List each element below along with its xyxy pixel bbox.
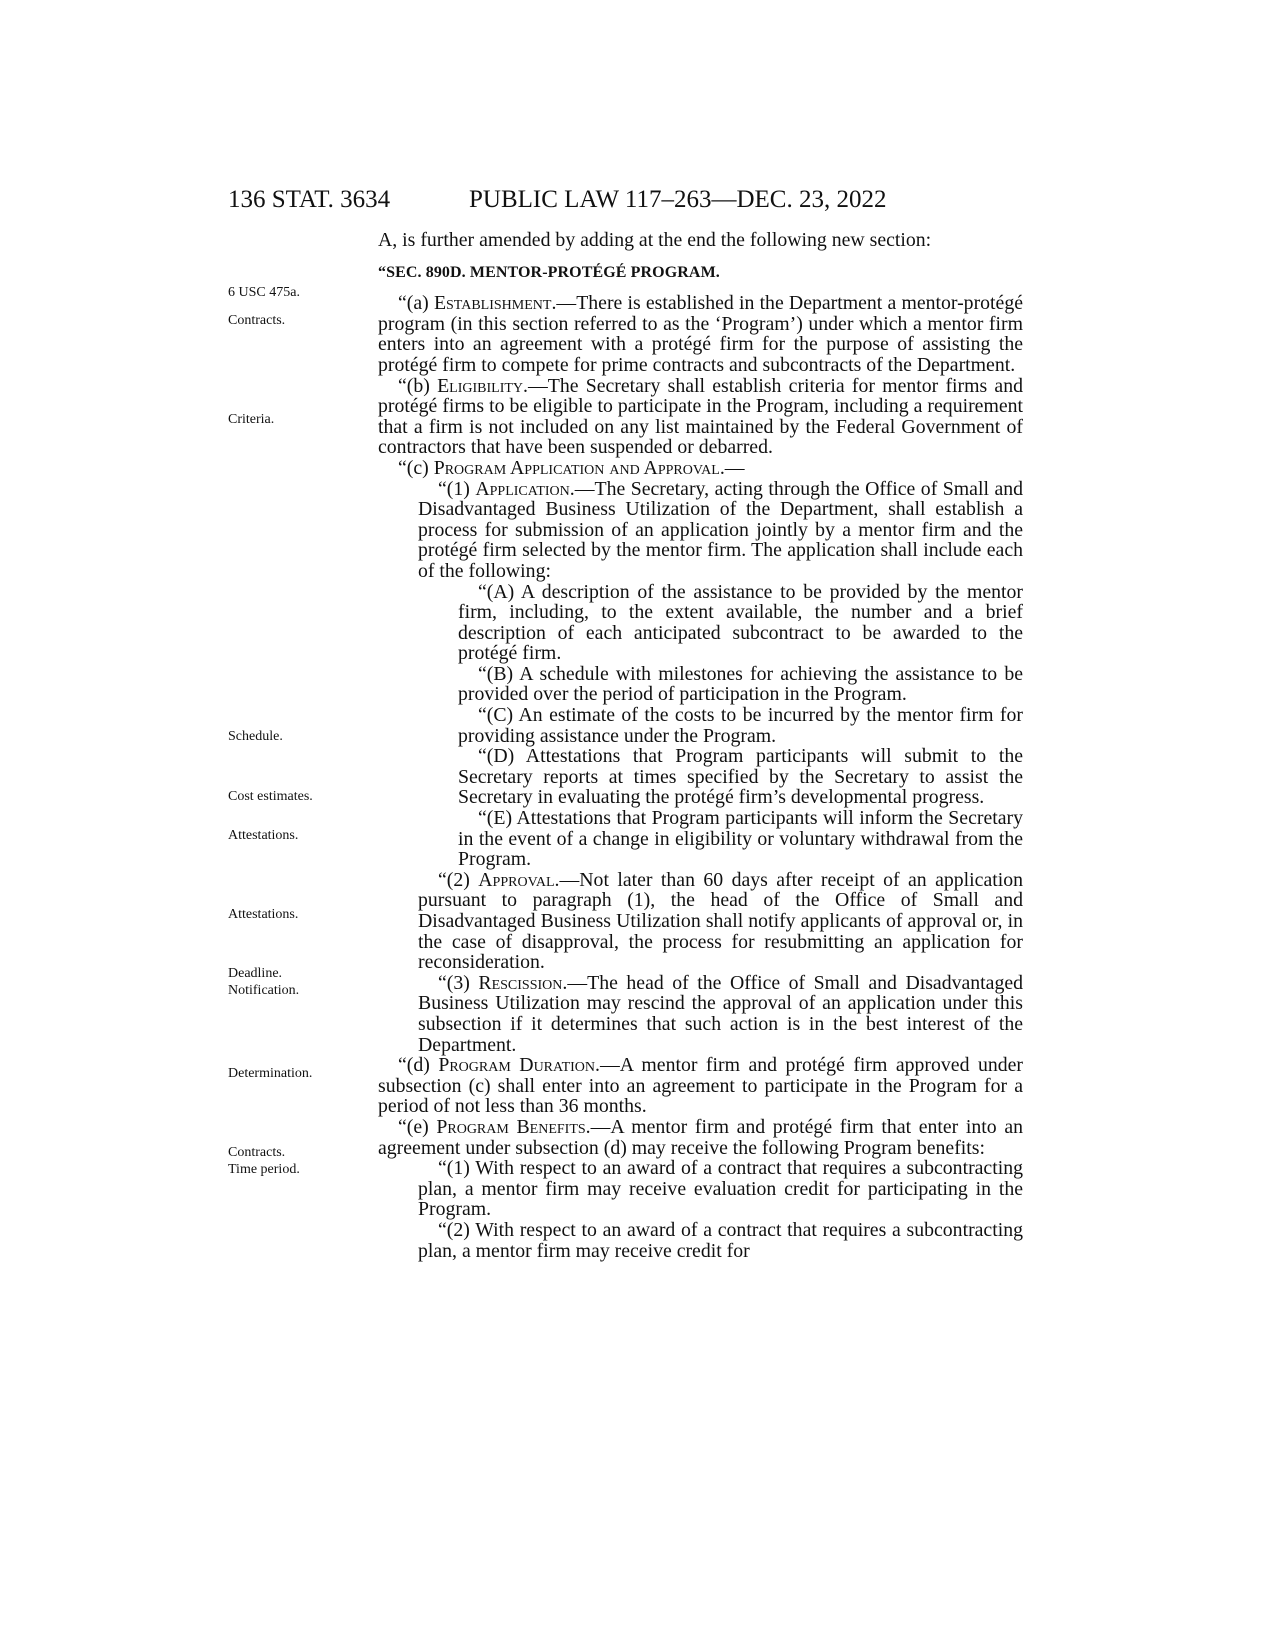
subsection-a: “(a) Establishment.—There is established in the Department a mentor-protégé program (in this section referred to as the ‘Program’) under which a mentor firm enters into an agreement with a protégé firm for the purpose of assisting the protégé firm to compete for prime contracts and subcontracts of the Department. — [378, 292, 1023, 376]
subsection-heading: Program Application and Approval — [433, 456, 720, 479]
paragraph-heading: Rescission — [478, 971, 563, 994]
margin-note-schedule: Schedule. — [228, 729, 283, 744]
paragraph-e2: “(2) With respect to an award of a contract that requires a subcontracting plan, a mentor firm may receive credit for — [418, 1218, 1023, 1262]
subparagraph-c1D: “(D) Attestations that Program participants will submit to the Secretary reports at times specified by the Secretary to assist the Secretary in evaluating the protégé firm’s developmental progress. — [458, 745, 1023, 809]
margin-note-attestations: Attestations. — [228, 828, 299, 843]
paragraph-c2: “(2) Approval.—Not later than 60 days after receipt of an application pursuant to paragraph (1), the head of the Office of Small and Disadvantaged Business Utilization shall notify applicants of approval or, in the case of disapproval, the process for resubmitting an application for reconsideration. — [418, 868, 1023, 974]
paragraph-e1: “(1) With respect to an award of a contract that requires a subcontracting plan, a mentor firm may receive evaluation credit for participating in the Program. — [418, 1157, 1023, 1221]
margin-note-contracts: Contracts. — [228, 313, 286, 328]
paragraph-heading: Application — [475, 477, 570, 500]
margin-note-usc: 6 USC 475a. — [228, 285, 300, 300]
subsection-e: “(e) Program Benefits.—A mentor firm and protégé firm that enter into an agreement under subsection (d) may receive the following Program benefits: — [378, 1115, 1023, 1159]
margin-note-determination: Determination. — [228, 1066, 313, 1081]
subsection-heading: Establishment — [433, 292, 552, 315]
page-header — [228, 186, 998, 226]
section-heading: “SEC. 890D. MENTOR-PROTÉGÉ PROGRAM. — [378, 263, 720, 281]
subsection-heading: Program Benefits — [436, 1115, 586, 1138]
statute-page-number: 136 STAT. 3634 — [228, 186, 391, 213]
margin-note-deadline: Deadline. — [228, 966, 283, 981]
running-title: PUBLIC LAW 117–263—DEC. 23, 2022 — [469, 186, 887, 213]
subparagraph-c1C: “(C) An estimate of the costs to be incurred by the mentor firm for providing assistance under the Program. — [458, 704, 1023, 747]
paragraph-heading: Approval — [478, 868, 555, 891]
subsection-b: “(b) Eligibility.—The Secretary shall establish criteria for mentor firms and protégé firms to be eligible to participate in the Program, including a requirement that a firm is not included on any list maintained by the Federal Government of contractors that have been suspended or debarred. — [378, 374, 1023, 459]
subsection-d: “(d) Program Duration.—A mentor firm and protégé firm approved under subsection (c) shall enter into an agreement to participate in the Program for a period of not less than 36 months. — [378, 1054, 1023, 1118]
subsection-heading: Eligibility — [437, 374, 524, 397]
subsection-c: “(c) Program Application and Approval.— — [398, 456, 745, 479]
subsection-heading: Program Duration — [438, 1054, 596, 1077]
paragraph-c1: “(1) Application.—The Secretary, acting through the Office of Small and Disadvantaged Business Utilization of the Department, shall establish a process for submission of an application jointly by a mentor firm and the protégé firm selected by the mentor firm. The application shall include each of the following: — [418, 477, 1024, 582]
statute-body — [378, 230, 1023, 1261]
margin-note-criteria: Criteria. — [228, 412, 275, 427]
margin-note-attestations: Attestations. — [228, 907, 299, 922]
margin-note-time-period: Time period. — [228, 1162, 300, 1177]
margin-note-notification: Notification. — [228, 983, 300, 998]
subparagraph-c1E: “(E) Attestations that Program participants will inform the Secretary in the event of a change in eligibility or voluntary withdrawal from the Program. — [458, 807, 1023, 871]
subparagraph-c1B: “(B) A schedule with milestones for achieving the assistance to be provided over the period of participation in the Program. — [458, 662, 1023, 706]
margin-note-cost-estimates: Cost estimates. — [228, 789, 313, 804]
intro-paragraph: A, is further amended by adding at the end the following new section: — [378, 229, 932, 251]
paragraph-c3: “(3) Rescission.—The head of the Office of Small and Disadvantaged Business Utilization may rescind the approval of an application under this subsection if it determines that such action is in the best interest of the Department. — [418, 971, 1024, 1056]
subparagraph-c1A: “(A) A description of the assistance to be provided by the mentor firm, including, to the extent available, the number and a brief description of each anticipated subcontract to be awarded to the protégé firm. — [458, 580, 1023, 665]
margin-note-contracts: Contracts. — [228, 1145, 286, 1160]
